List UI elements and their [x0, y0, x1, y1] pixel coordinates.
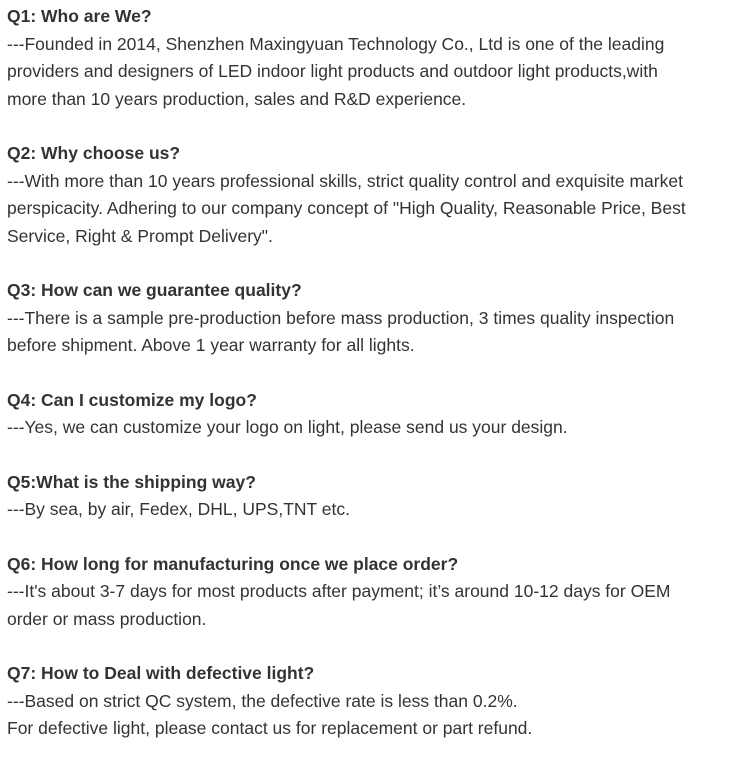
faq-answer-line: ---It's about 3-7 days for most products after payment; it’s around 10-12 days for OEM: [7, 581, 671, 601]
faq-item-q2: [7, 140, 747, 250]
faq-answer-line: before shipment. Above 1 year warranty for all lights.: [7, 335, 415, 355]
faq-item-q7: [7, 660, 747, 743]
faq-answer-line: ---There is a sample pre-production before mass production, 3 times quality inspection: [7, 307, 675, 328]
faq-answer-line: ---Based on strict QC system, the defective rate is less than 0.2%.: [7, 690, 518, 711]
faq-item-q5: [7, 469, 747, 524]
faq-question: Q3: How can we guarantee quality?: [7, 280, 302, 300]
faq-answer-line: ---With more than 10 years professional skills, strict quality control and exquisite market: [7, 170, 683, 191]
faq-answer-line: perspicacity. Adhering to our company concept of "High Quality, Reasonable Price, Best: [7, 198, 686, 218]
faq-answer-line: ---Yes, we can customize your logo on light, please send us your design.: [7, 417, 568, 437]
faq-answer-line: ---Founded in 2014, Shenzhen Maxingyuan Technology Co., Ltd is one of the leading: [7, 33, 665, 54]
faq-question: Q2: Why choose us?: [7, 143, 181, 163]
faq-section: [7, 3, 747, 770]
faq-item-q4: [7, 387, 747, 442]
faq-item-q1: [7, 3, 747, 113]
faq-question: Q6: How long for manufacturing once we place order?: [7, 553, 459, 574]
faq-item-q6: [7, 551, 747, 634]
faq-question: Q7: How to Deal with defective light?: [7, 663, 315, 683]
faq-answer-line: For defective light, please contact us for replacement or part refund.: [7, 718, 533, 738]
faq-question: Q1: Who are We?: [7, 6, 152, 26]
faq-answer-line: more than 10 years production, sales and R&D experience.: [7, 88, 467, 109]
faq-answer-line: ---By sea, by air, Fedex, DHL, UPS,TNT etc.: [7, 499, 350, 519]
faq-question: Q4: Can I customize my logo?: [7, 389, 257, 410]
faq-answer-line: providers and designers of LED indoor light products and outdoor light products,with: [7, 61, 658, 81]
faq-item-q3: [7, 277, 747, 360]
faq-answer-line: Service, Right & Prompt Delivery".: [7, 225, 273, 246]
faq-answer-line: order or mass production.: [7, 608, 207, 629]
faq-question: Q5:What is the shipping way?: [7, 471, 256, 492]
